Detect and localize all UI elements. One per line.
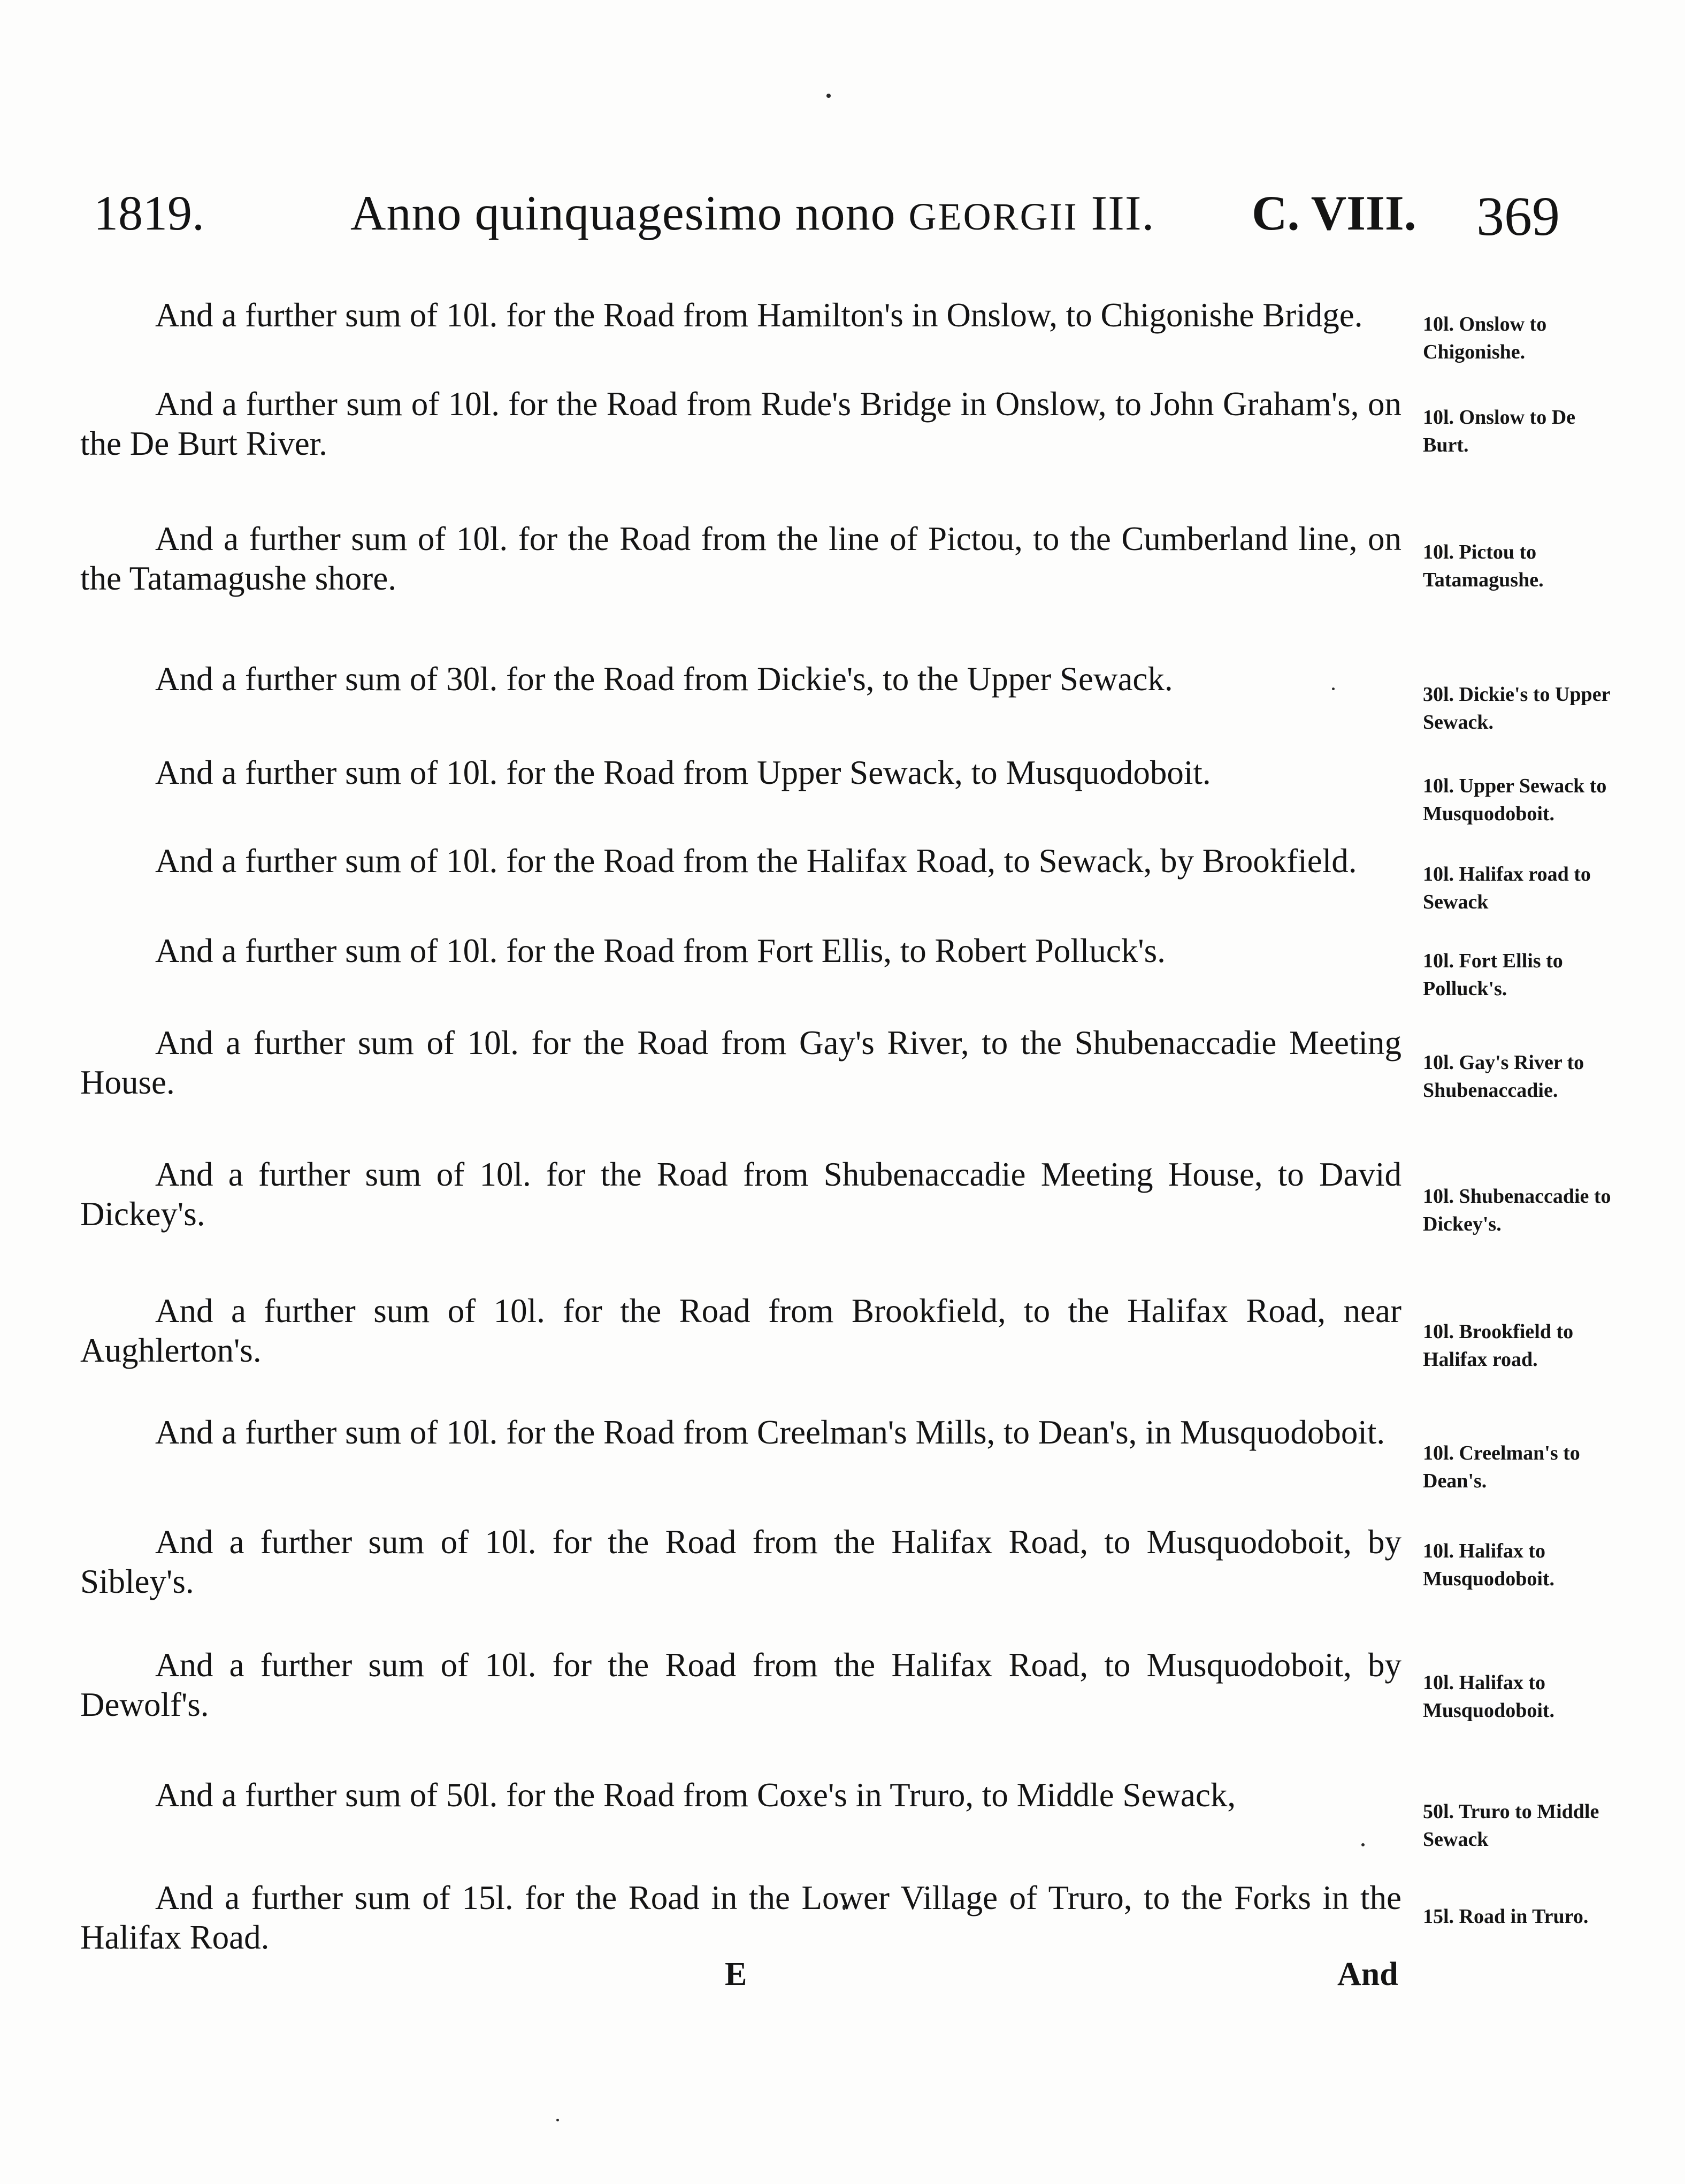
entry-text: And a further sum of 10l. for the Road from Fort Ellis, to Robert Polluck's. <box>155 932 1166 969</box>
running-head-title <box>350 185 1154 254</box>
title-prefix: Anno quinquagesimo nono <box>350 186 909 240</box>
margin-note: 10l. Brookfield to Halifax road. <box>1423 1320 1574 1371</box>
scan-speck <box>556 2119 559 2121</box>
entry-text: And a further sum of 10l. for the Road from the Halifax Road, to Sewack, by Brookfield. <box>155 842 1357 880</box>
margin-note: 10l. Onslow to De Burt. <box>1423 406 1575 456</box>
entry-text: And a further sum of 10l. for the Road from Gay's River, to the Shubenaccadie Meeting House. <box>80 1024 1401 1101</box>
margin-note: 10l. Halifax to Musquodoboit. <box>1423 1671 1555 1722</box>
page-number: 369 <box>1476 186 1560 247</box>
margin-note: 10l. Onslow to Chigonishe. <box>1423 313 1547 363</box>
running-head-year: 1819. <box>94 186 204 240</box>
scan-speck <box>1361 1843 1365 1846</box>
entry-text: And a further sum of 10l. for the Road from Rude's Bridge in Onslow, to John Graham's, on the De Burt River. <box>80 385 1401 462</box>
title-suffix: III. <box>1078 186 1155 240</box>
entry-text: And a further sum of 30l. for the Road from Dickie's, to the Upper Sewack. <box>155 660 1173 698</box>
entry-text: And a further sum of 10l. for the Road from Hamilton's in Onslow, to Chigonishe Bridge. <box>155 296 1363 334</box>
margin-note: 10l. Fort Ellis to Polluck's. <box>1423 950 1563 1000</box>
entry-text: And a further sum of 10l. for the Road from Creelman's Mills, to Dean's, in Musquodoboit. <box>155 1414 1385 1451</box>
entry-text: And a further sum of 10l. for the Road from Upper Sewack, to Musquodoboit. <box>155 754 1211 791</box>
margin-note: 10l. Shubenaccadie to Dickey's. <box>1423 1185 1611 1235</box>
entry-text: And a further sum of 10l. for the Road from Shubenaccadie Meeting House, to David Dickey's. <box>80 1156 1401 1233</box>
margin-note: 15l. Road in Truro. <box>1423 1905 1589 1928</box>
entry-text: And a further sum of 50l. for the Road from Coxe's in Truro, to Middle Sewack, <box>155 1776 1236 1814</box>
margin-note: 10l. Creelman's to Dean's. <box>1423 1442 1580 1492</box>
margin-note: 30l. Dickie's to Upper Sewack. <box>1423 683 1610 734</box>
entry-text: And a further sum of 10l. for the Road from the Halifax Road, to Musquodoboit, by Sibley's. <box>80 1523 1401 1600</box>
catchword: And <box>1337 1956 1398 1992</box>
entry-text: And a further sum of 10l. for the Road from the Halifax Road, to Musquodoboit, by Dewolf's. <box>80 1646 1401 1723</box>
signature-mark: E <box>725 1956 747 1992</box>
margin-note: 50l. Truro to Middle Sewack <box>1423 1800 1599 1851</box>
margin-note: 10l. Upper Sewack to Musquodoboit. <box>1423 775 1607 825</box>
entry-text: And a further sum of 15l. for the Road in the Lower Village of Truro, to the Forks in the Halifax Road. <box>80 1879 1401 1956</box>
margin-note: 10l. Halifax to Musquodoboit. <box>1423 1540 1555 1590</box>
title-smallcaps: GEORGII <box>908 195 1078 238</box>
entry-text: And a further sum of 10l. for the Road from the line of Pictou, to the Cumberland line, on the Tatamagushe shore. <box>80 520 1401 597</box>
margin-note: 10l. Halifax road to Sewack <box>1423 863 1591 913</box>
margin-note: 10l. Pictou to Tatamagushe. <box>1423 541 1544 591</box>
running-head-chapter: C. VIII. <box>1252 186 1416 240</box>
scan-speck <box>826 94 831 98</box>
entry-text: And a further sum of 10l. for the Road from Brookfield, to the Halifax Road, near Aughlerton's. <box>80 1292 1401 1369</box>
margin-note: 10l. Gay's River to Shubenaccadie. <box>1423 1051 1584 1102</box>
